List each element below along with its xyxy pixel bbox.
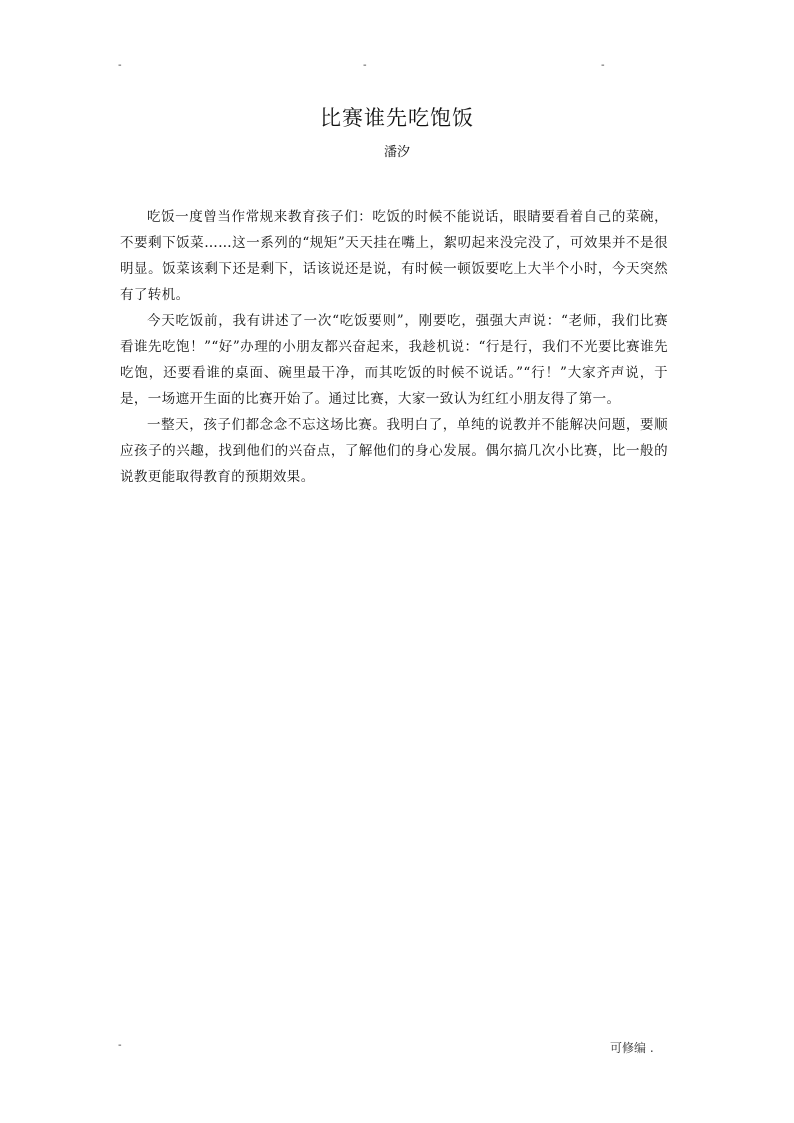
document-title: 比赛谁先吃饱饭 bbox=[320, 106, 474, 130]
article-body bbox=[120, 204, 668, 490]
author-name: 潘汐 bbox=[383, 145, 410, 160]
paragraph-3: 一整天，孩子们都念念不忘这场比赛。我明白了，单纯的说教并不能解决问题，要顺应孩子的兴趣，找到他们的兴奋点，了解他们的身心发展。偶尔搞几次小比赛，比一般的说教更能取得教育的预期效果。 bbox=[120, 417, 668, 485]
footer-editable-note: 可修编 . bbox=[610, 1041, 654, 1055]
header-mark-left: - bbox=[118, 60, 122, 71]
paragraph-2: 今天吃饭前，我有讲述了一次“吃饭要则”，刚要吃，强强大声说：“老师，我们比赛看谁先吃饱！”“好”办理的小朋友都兴奋起来，我趁机说：“行是行，我们不光要比赛谁先吃饱，还要看谁的桌面、碗里最干净，而其吃饭的时候不说话。”“行！”大家齐声说，于是，一场遮开生面的比赛开始了。通过比赛，大家一致认为红红小朋友得了第一。 bbox=[120, 313, 668, 407]
footer-mark-left: - bbox=[118, 1040, 122, 1051]
header-mark-right: - bbox=[601, 60, 605, 71]
paragraph-1: 吃饭一度曾当作常规来教育孩子们：吃饭的时候不能说话，眼睛要看着自己的菜碗，不要剩下饭菜……这一系列的“规矩”天天挂在嘴上，絮叨起来没完没了，可效果并不是很明显。饭菜该剩下还是剩下，话该说还是说，有时候一顿饭要吃上大半个小时，今天突然有了转机。 bbox=[120, 209, 668, 303]
header-mark-center: - bbox=[363, 60, 367, 71]
